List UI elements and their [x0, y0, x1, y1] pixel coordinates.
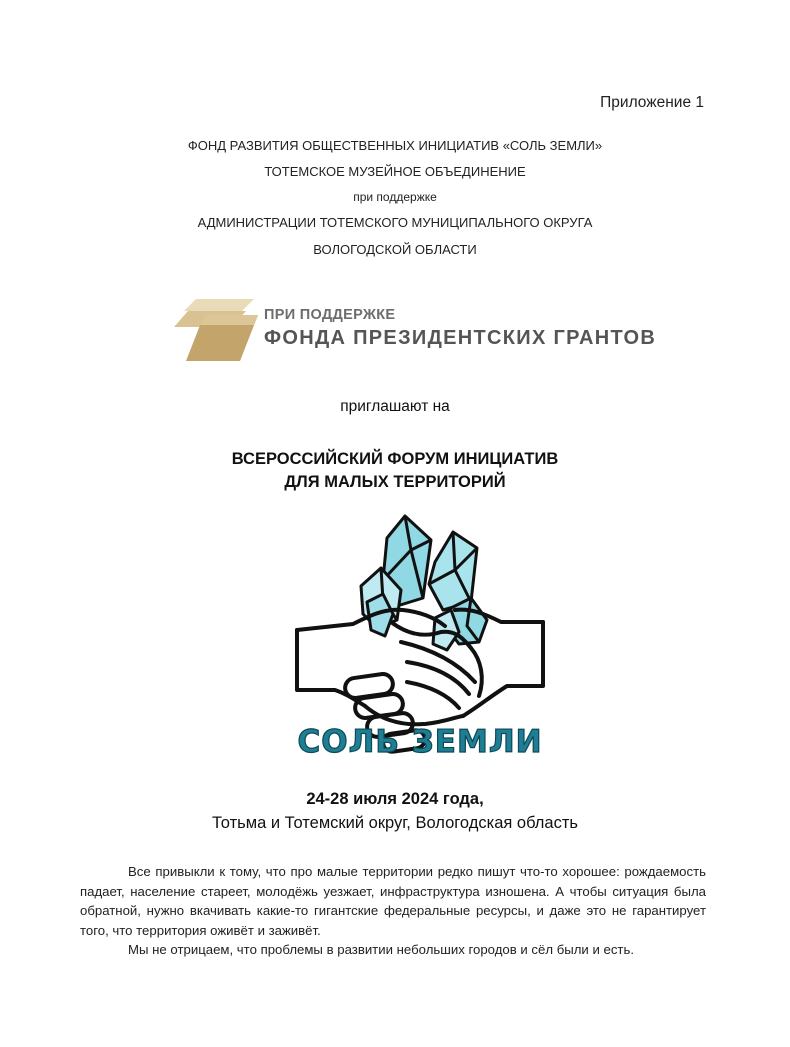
emblem-wordmark [297, 716, 543, 760]
organizer-line-4: ВОЛОГОДСКОЙ ОБЛАСТИ [313, 242, 477, 257]
intro-paragraph-1: Все привыкли к тому, что про малые территории редко пишут что-то хорошее: рождаемость падает, население стареет, молодёжь уезжает, инфраструктура изношена. А чтобы ситуация была обратной, нужно вкачивать какие-то гигантские федеральные ресурсы, и даже это не гарантирует того, что территория оживёт и заживёт. [80, 864, 706, 938]
forum-title-line-2: ДЛЯ МАЛЫХ ТЕРРИТОРИЙ [284, 473, 506, 491]
intro-paragraph-2: Мы не отрицаем, что проблемы в развитии небольших городов и сёл были и есть. [128, 942, 634, 957]
organizer-line-2: ТОТЕМСКОЕ МУЗЕЙНОЕ ОБЪЕДИНЕНИЕ [264, 164, 526, 179]
event-dates: 24-28 июля 2024 года, [306, 790, 484, 808]
grant-logo-title: ФОНДА ПРЕЗИДЕНТСКИХ ГРАНТОВ [264, 327, 657, 349]
presidential-grants-logo [174, 293, 664, 365]
intro-text [80, 862, 706, 960]
emblem-name-text: СОЛЬ ЗЕМЛИ [297, 724, 543, 760]
appendix-label: Приложение 1 [600, 94, 704, 111]
support-note: при поддержке [353, 190, 437, 204]
grant-fund-emblem-icon [174, 293, 259, 365]
organizer-line-3: АДМИНИСТРАЦИИ ТОТЕМСКОГО МУНИЦИПАЛЬНОГО ОКРУГА [197, 215, 593, 230]
grant-logo-subtitle: ПРИ ПОДДЕРЖКЕ [264, 307, 396, 323]
event-location: Тотьма и Тотемский округ, Вологодская область [212, 814, 578, 832]
organizer-line-1: ФОНД РАЗВИТИЯ ОБЩЕСТВЕННЫХ ИНИЦИАТИВ «СОЛЬ ЗЕМЛИ» [187, 138, 603, 153]
invite-text: приглашают на [340, 398, 450, 415]
forum-title-line-1: ВСЕРОССИЙСКИЙ ФОРУМ ИНИЦИАТИВ [231, 450, 559, 468]
forum-title [0, 448, 790, 494]
